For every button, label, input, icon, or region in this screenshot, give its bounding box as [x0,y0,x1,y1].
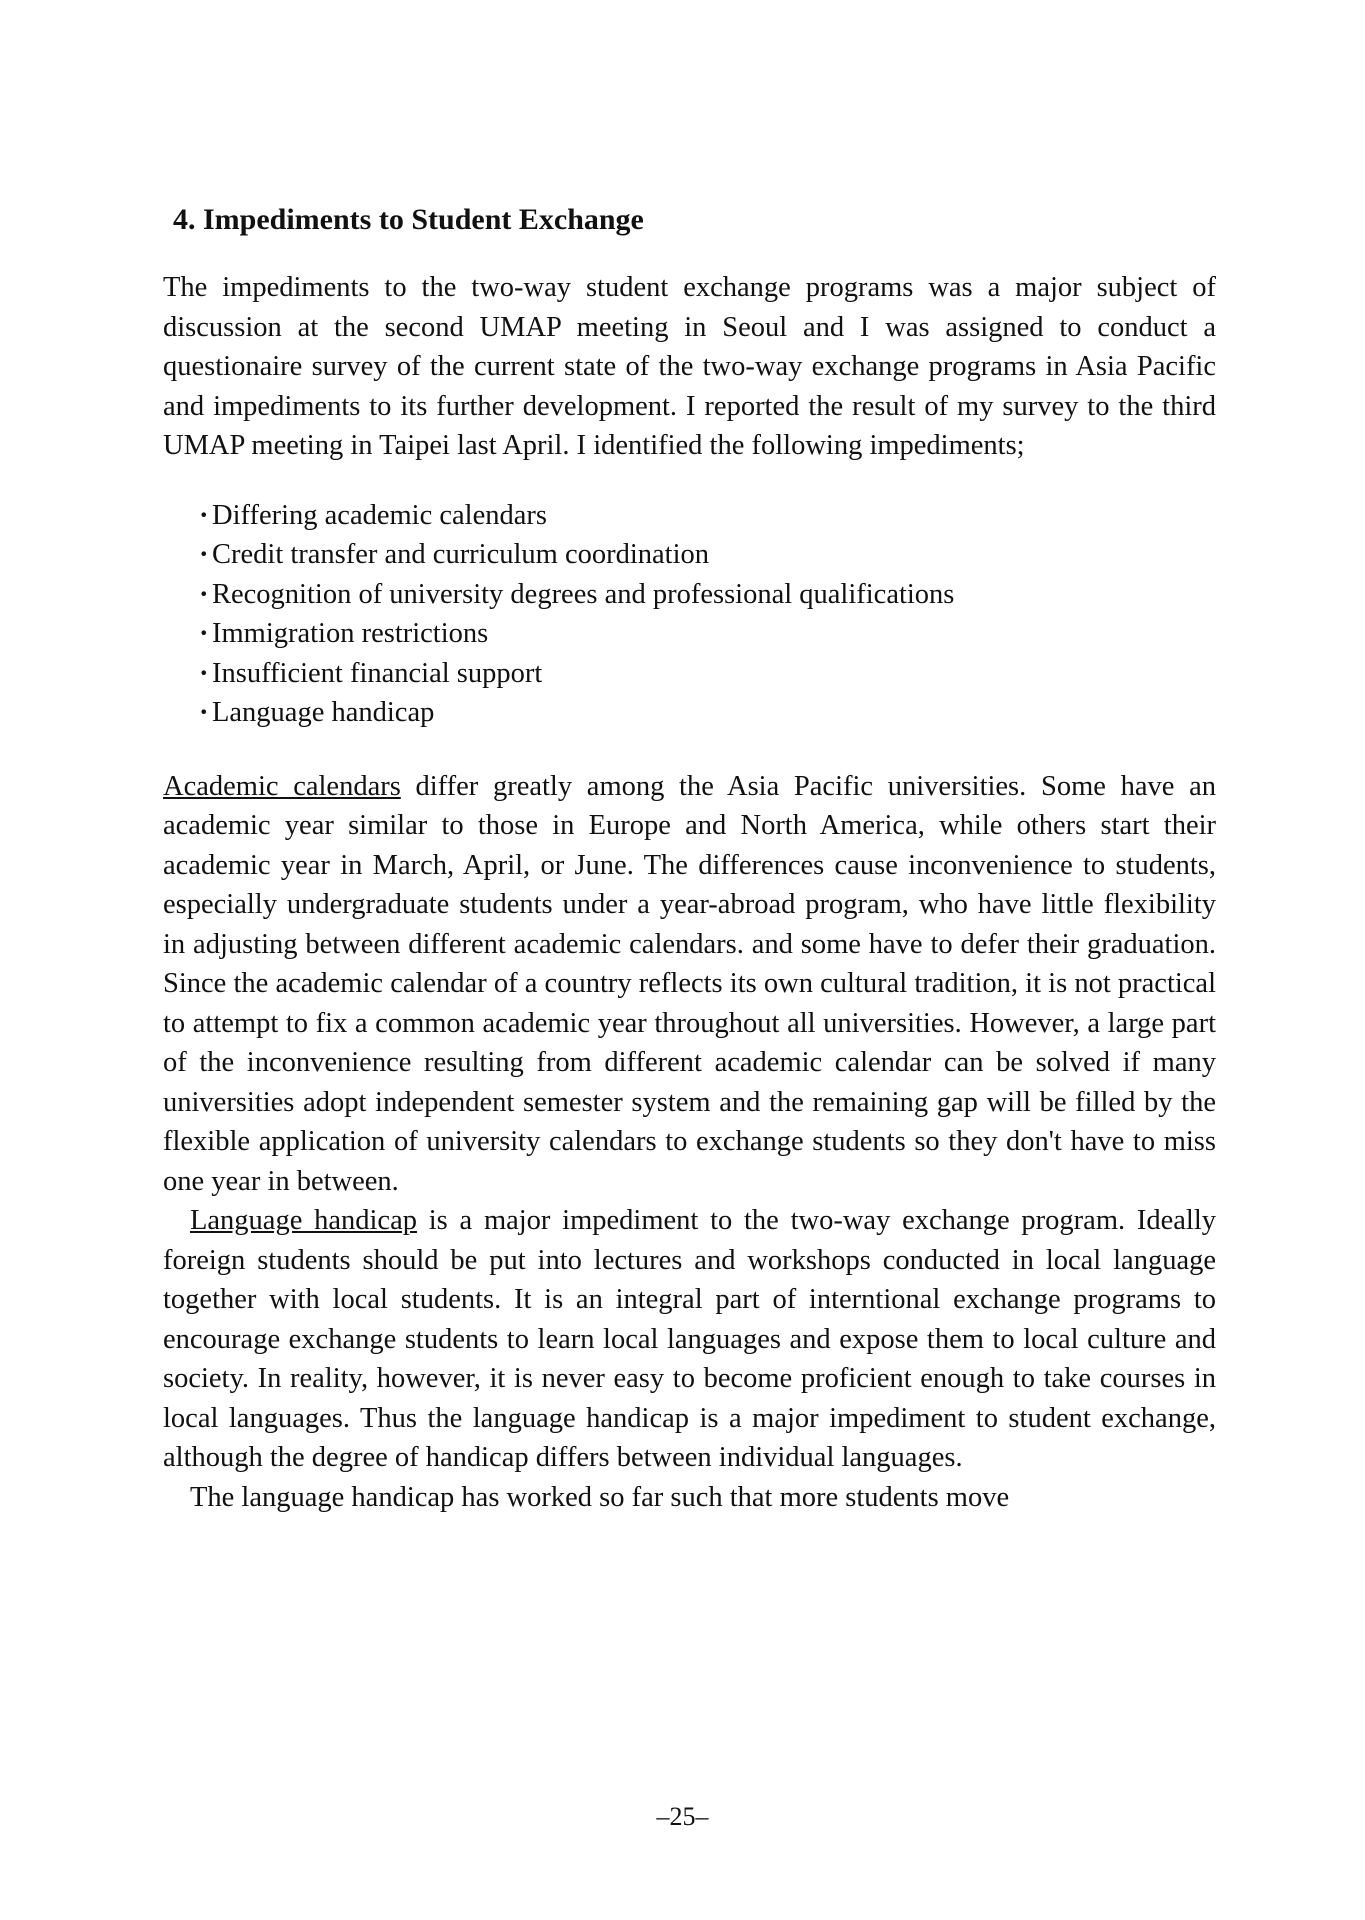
intro-paragraph: The impediments to the two-way student exchange programs was a major subject of discussion at the second UMAP meeting in Seoul and I was assigned to conduct a questionaire survey of the current state of the two-way exchange programs in Asia Pacific and impediments to its further development. I reported the result of my survey to the third UMAP meeting in Taipei last April. I identified the following impediments; [163,272,1216,461]
calendars-paragraph [163,767,1216,1202]
list-item: · Differing academic calendars [199,496,1216,536]
calendars-text: differ greatly among the Asia Pacific universities. Some have an academic year similar to those in Europe and North America, while others start their academic year in March, April, or June. The differences cause inconvenience to students, especially undergraduate students under a year-abroad program, who have little flexibility in adjusting between different academic calendars. and some have to defer their graduation. Since the academic calendar of a country reflects its own cultural tradition, it is not practical to attempt to fix a common academic year throughout all universities. However, a large part of the inconvenience resulting from different academic calendar can be solved if many universities adopt independent semester system and the remaining gap will be filled by the flexible application of university calendars to exchange students so they don't have to miss one year in between. [163,770,1216,1197]
language-paragraph [163,1201,1216,1478]
list-item: · Credit transfer and curriculum coordination [199,535,1216,575]
language-term: Language handicap [190,1205,417,1236]
list-item: · Language handicap [199,693,1216,733]
document-page [163,200,1216,1517]
list-item: · Immigration restrictions [199,614,1216,654]
calendars-term: Academic calendars [163,770,401,802]
impediments-list [199,496,1216,733]
list-item: · Insufficient financial support [199,654,1216,694]
language-text: is a major impediment to the two-way exchange program. Ideally foreign students should be put into lectures and workshops conducted in local language together with local students. It is an integral part of interntional exchange programs to encourage exchange students to learn local languages and expose them to local culture and society. In reality, however, it is never easy to become proficient enough to take courses in local languages. Thus the language handicap is a major impediment to student exchange, although the degree of handicap differs between individual languages. [163,1205,1216,1473]
section-heading: 4. Impediments to Student Exchange [173,203,644,236]
final-paragraph: The language handicap has worked so far such that more students move [190,1481,1010,1513]
list-item: · Recognition of university degrees and professional qualifications [199,575,1216,615]
page-number: –25– [656,1802,709,1831]
